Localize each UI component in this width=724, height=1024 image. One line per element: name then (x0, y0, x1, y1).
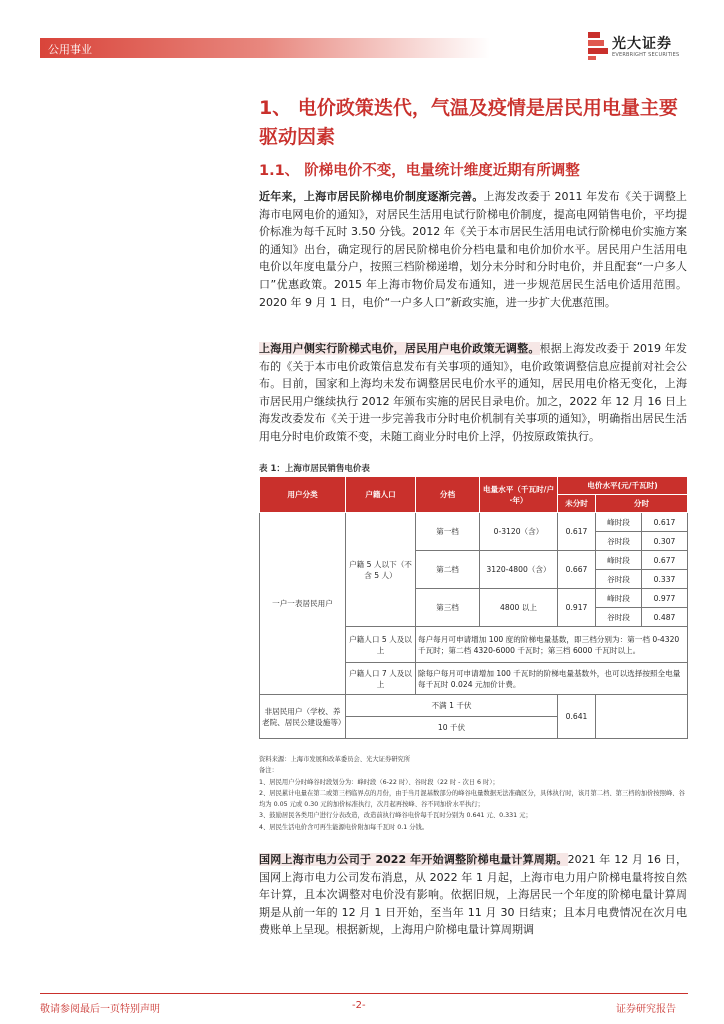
note-item: 4、居民生活电价含可再生能源电价附加每千瓦时 0.1 分钱。 (259, 823, 429, 831)
paragraph-history (259, 188, 687, 311)
page-number: -2- (352, 1000, 366, 1011)
price-table (259, 476, 688, 739)
tier-volume: 0-3120（含） (480, 513, 558, 551)
note-source: 资料来源：上海市发展和改革委员会、光大证券研究所 (259, 756, 411, 763)
header-volume: 电量水平（千瓦时/户·年） (480, 477, 558, 513)
logo-english: EVERBRIGHT SECURITIES (612, 52, 680, 58)
tier-name: 第一档 (416, 513, 480, 551)
tier-volume: 3120-4800（含） (480, 551, 558, 589)
section-label: 公用事业 (48, 43, 92, 56)
logo-name: 光大证券 (612, 36, 672, 52)
section-banner (40, 38, 490, 58)
non-resident-empty (596, 695, 688, 739)
table-notes (259, 754, 689, 833)
header-price: 电价水平(元/千瓦时) (558, 477, 688, 495)
table-caption: 表 1：上海市居民销售电价表 (259, 464, 370, 474)
header-hukou: 户籍人口 (346, 477, 416, 513)
valley-price: 0.307 (642, 532, 688, 551)
section-heading: 1、 电价政策迭代，气温及疫情是居民用电量主要驱动因素 (259, 97, 678, 148)
peak-label: 峰时段 (596, 513, 642, 532)
valley-label: 谷时段 (596, 608, 642, 627)
valley-price: 0.487 (642, 608, 688, 627)
peak-label: 峰时段 (596, 551, 642, 570)
paragraph-lead: 上海用户侧实行阶梯式电价，居民用户电价政策无调整。 (259, 342, 540, 355)
header-split: 分时 (596, 495, 688, 513)
peak-price: 0.677 (642, 551, 688, 570)
valley-label: 谷时段 (596, 570, 642, 589)
footer-report-type: 证券研究报告 (616, 1004, 676, 1015)
hukou-seven: 户籍人口 7 人及以上 (346, 663, 416, 695)
tier-unsplit-price: 0.667 (558, 551, 596, 589)
paragraph-cycle (259, 851, 687, 939)
header-tier: 分档 (416, 477, 480, 513)
footer-disclaimer: 敬请参阅最后一页特别声明 (40, 1004, 160, 1015)
paragraph-body: 2021 年 12 月 16 日，国网上海市电力公司发布消息，从 2022 年 1 月起，上海市电力用户阶梯电量将按自然年计算，且本次调整对电价没有影响。依据旧规，上海居民一个年度的阶梯电量计算周期是从前一年的 12 月 1 日开始，至当年 11 月 30 日结束；且本月电费情况在次月电费账单上呈现。根据新规，上海用户阶梯电量计算周期调 (259, 853, 687, 937)
hukou-seven-desc: 除每户每月可申请增加 100 千瓦时的阶梯电量基数外，也可以选择按照全电量每千瓦时 0.024 元加价计费。 (416, 663, 688, 695)
header-unsplit: 未分时 (558, 495, 596, 513)
tier-volume: 4800 以上 (480, 589, 558, 627)
peak-price: 0.977 (642, 589, 688, 608)
valley-label: 谷时段 (596, 532, 642, 551)
note-item: 2、居民累计电量在第二或第三档临界点的月份，由于当月混基数部分的峰谷电量数据无法准确区分，具体执行时，该月第二档、第三档的加价按照峰、谷均为 0.05 元或 0.30 元的加价标准执行，次月起再按峰、谷不同加价水平执行； (259, 789, 685, 809)
peak-label: 峰时段 (596, 589, 642, 608)
logo-mark-icon (588, 32, 608, 60)
non-resident-low-voltage: 不满 1 千伏 (346, 695, 558, 717)
header-category: 用户分类 (260, 477, 346, 513)
paragraph-body: 上海发改委于 2011 年发布《关于调整上海市电网电价的通知》，对居民生活用电试行阶梯电价制度，提高电网销售电价，平均提价标准为每千瓦时 3.50 分钱。2012 年《关于本市居民生活用电试行阶梯电价实施方案的通知》出台，确定现行的居民阶梯电价分档电量和电价加价水平。居民用户生活用电电价以年度电量分户，按照三档阶梯递增，划分未分时和分时电价，并且配套“一户多人口”优惠政策。2015 年上海市物价局发布通知，进一步规范居民生活电价适用范围。2020 年 9 月 1 日，电价“一户多人口”新政实施，进一步扩大优惠范围。 (259, 190, 687, 309)
paragraph-body: 根据上海发改委于 2019 年发布的《关于本市电价政策信息发布有关事项的通知》，电价政策调整信息应提前对社会公布。目前，国家和上海均未发布调整居民电价水平的通知，居民用电价格无变化，上海市居民用户继续执行 2012 年颁布实施的居民目录电价。加之，2022 年 12 月 16 日上海发改委发布《关于进一步完善我市分时电价机制有关事项的通知》，明确指出居民生活用电分时电价政策不变，未随工商业分时电价上浮，仍按原政策执行。 (259, 342, 687, 443)
tier-name: 第三档 (416, 589, 480, 627)
non-resident-category: 非居民用户（学校、养老院、居民公建设施等） (260, 695, 346, 739)
subsection-heading: 1.1、 阶梯电价不变，电量统计维度近期有所调整 (259, 163, 580, 179)
footer-divider (40, 993, 688, 994)
company-logo (588, 30, 688, 66)
hukou-five: 户籍人口 5 人及以上 (346, 627, 416, 663)
non-resident-price: 0.641 (558, 695, 596, 739)
note-item: 3、鼓励居民各类用户进行分表改造，改造前执行峰谷电价每千瓦时分别为 0.641 元、0.331 元； (259, 812, 532, 820)
tier-name: 第二档 (416, 551, 480, 589)
note-item: 1、居民用户分时峰谷时段划分为：峰时段（6-22 时）、谷时段（22 时 - 次日 6 时）； (259, 778, 499, 786)
tier-unsplit-price: 0.917 (558, 589, 596, 627)
valley-price: 0.337 (642, 570, 688, 589)
hukou-five-desc: 每户每月可申请增加 100 度的阶梯电量基数，即三档分别为：第一档 0-4320 千瓦时；第二档 4320-6000 千瓦时；第三档 6000 千瓦时以上。 (416, 627, 688, 663)
paragraph-lead: 国网上海市电力公司于 2022 年开始调整阶梯电量计算周期。 (259, 853, 568, 866)
tier-unsplit-price: 0.617 (558, 513, 596, 551)
paragraph-policy (259, 340, 687, 446)
household-category: 一户一表居民用户 (260, 513, 346, 695)
paragraph-lead: 近年来，上海市居民阶梯电价制度逐渐完善。 (259, 190, 484, 203)
hukou-small: 户籍 5 人以下（不含 5 人） (346, 513, 416, 627)
peak-price: 0.617 (642, 513, 688, 532)
non-resident-high-voltage: 10 千伏 (346, 717, 558, 739)
note-title: 备注： (259, 767, 278, 775)
